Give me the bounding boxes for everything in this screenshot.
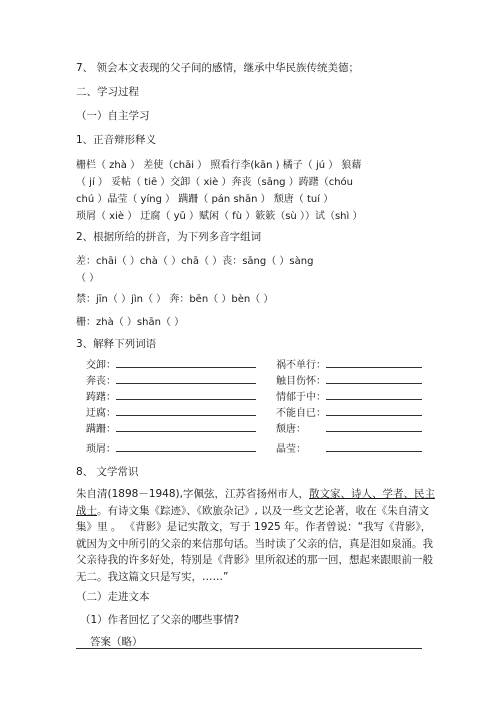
question-8-title: 8、 文学常识	[76, 466, 139, 478]
question-1-title: 1、正音辩形释义	[76, 134, 157, 146]
answer-underline	[76, 648, 422, 649]
answer-blank	[116, 383, 256, 384]
objective-7: 7、 领会本文表现的父子间的感情，继承中华民族传统美德；	[76, 62, 360, 74]
vocab-right-label: 颓唐：	[276, 424, 306, 435]
part-heading-text: （二）走进文本	[76, 591, 150, 603]
answer-blank	[116, 367, 256, 368]
answer-blank	[116, 431, 256, 432]
answer-blank	[326, 431, 422, 432]
vocab-left-label: 蹒跚：	[86, 424, 116, 435]
answer-blank	[326, 383, 422, 384]
vocab-left-label: 踌躇：	[86, 392, 116, 403]
answer-blank	[116, 399, 256, 400]
answer-blank	[116, 451, 256, 452]
q1-line: 琐屑（ xiè ） 迂腐（ yū ）赋闲（ fù ）簌簌（sù ））试（shì ）	[76, 211, 363, 222]
literature-paragraph	[76, 486, 436, 585]
answer-label: 答案（略）	[90, 636, 143, 648]
question-2-title: 2、根据所给的拼音，为下列多音字组词	[76, 231, 262, 243]
q1-line: chú ）晶莹（ yíng ） 蹒跚（ pán shān ） 颓唐（ tuí ）	[76, 194, 334, 205]
vocab-left-label: 迂腐：	[86, 408, 116, 419]
q2-line: （ ）	[76, 273, 100, 284]
vocab-right-label: 不能自已：	[276, 408, 326, 419]
q2-line: 差：chāi（ ）chà（ ）chā（ ）丧：sāng（ ）sàng	[76, 256, 314, 267]
answer-blank	[326, 415, 422, 416]
answer-blank	[326, 451, 422, 452]
vocab-left-label: 奔丧：	[86, 376, 116, 387]
underlined-identity: 散文家、诗人、学者、民主战	[76, 488, 435, 517]
paragraph-text: 朱自清(1898－1948),字佩弦，江苏省扬州市人，	[76, 488, 309, 500]
q2-line: 栅：zhà（ ）shān（ ）	[76, 317, 185, 328]
answer-blank	[326, 399, 422, 400]
question-3-title: 3、解释下列词语	[76, 338, 157, 350]
vocab-right-label: 晶莹：	[276, 444, 306, 455]
q2-line: 禁：jīn（ ）jìn（ ） 奔：bēn（ ）bèn（ ）	[76, 294, 274, 305]
vocab-left-label: 琐屑：	[86, 444, 116, 455]
vocab-right-label: 情郁于中：	[276, 392, 326, 403]
section-heading: 二、学习过程	[76, 86, 139, 98]
part-heading-self-study: （一）自主学习	[76, 110, 150, 122]
vocab-right-label: 触目伤怀：	[276, 376, 326, 387]
answer-blank	[116, 415, 256, 416]
paragraph-text: 。有诗文集《踪迹》、《欧旅杂记》, 以及一些文艺论著，收在《朱自清文集》里 。 《背影》是记实散文，写于 1925 年。作者曾说：“我写《背影》，就因为文中所引的父亲的来信那句话。当时读了父亲的信，真是泪如泉涌。我父亲待我的许多好处，特别是《背影》里所叙述的那一回，想起来跟眼前一般无二。我这篇文只是写实，……”	[76, 504, 433, 583]
reading-question-1: （1）作者回忆了父亲的哪些事情?	[80, 614, 240, 626]
vocab-left-label: 交卸：	[86, 360, 116, 371]
answer-blank	[326, 367, 422, 368]
q1-line: （ jí ） 妥帖（ tiē ）交卸（ xiè ）奔丧（sāng ）踌躇（chóu	[76, 177, 354, 188]
underlined-identity: 士	[86, 504, 97, 517]
vocab-right-label: 祸不单行：	[276, 360, 326, 371]
q1-line: 栅栏（ zhà ） 差使（chāi ） 照看行李(kān ) 橘子（ jú ） 狼藉	[76, 160, 362, 171]
